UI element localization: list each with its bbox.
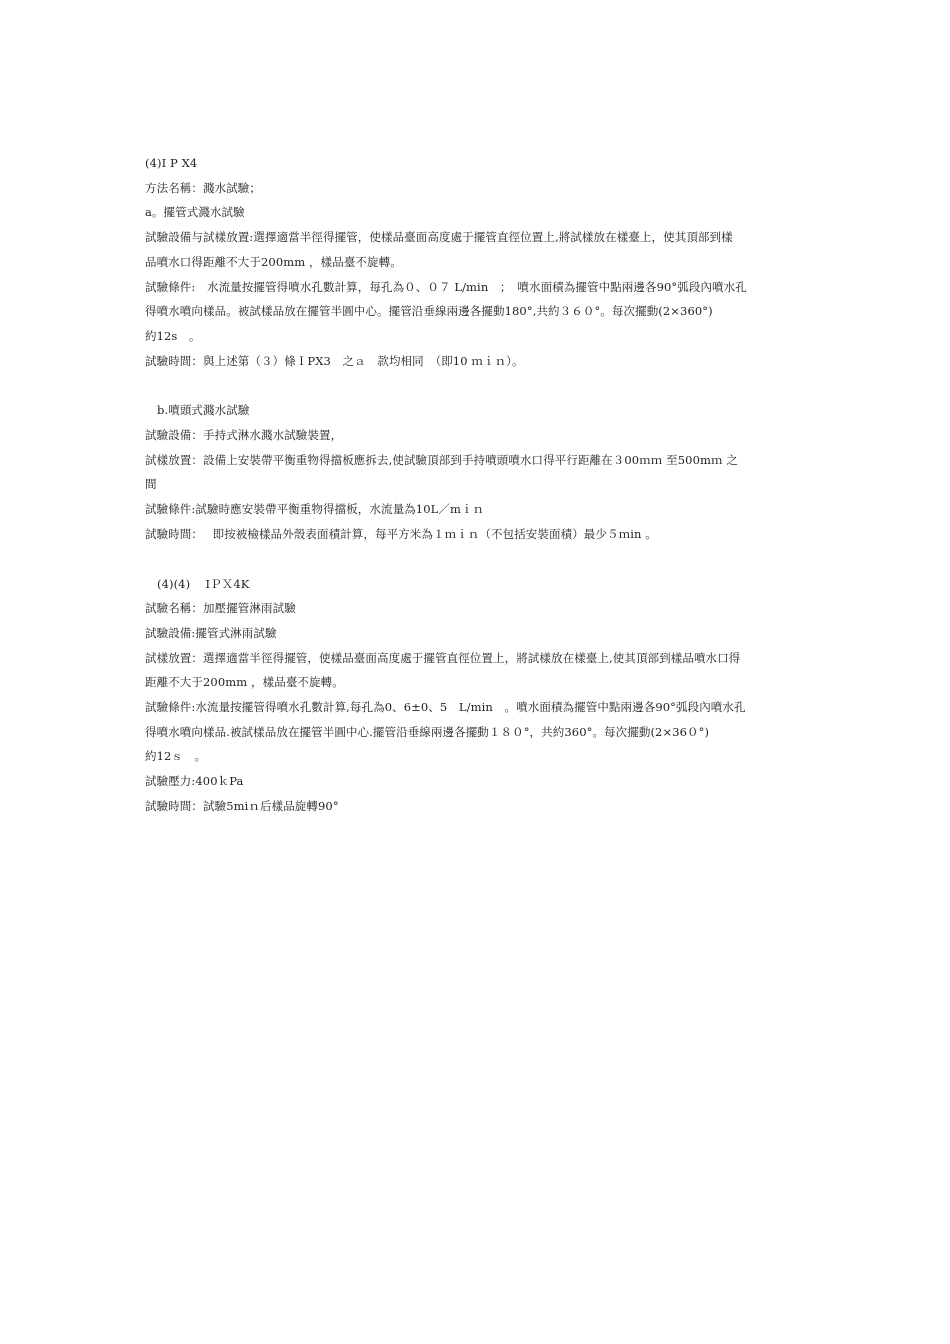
paragraph-gap [145, 373, 815, 398]
test-time-text: 試驗時間：與上述第（３）條ＩPX3 之ａ 款均相同 （即10 ｍｉｎ）。 [145, 353, 524, 368]
equipment-text: 試驗設備：手持式淋水濺水試驗裝置， [145, 428, 343, 443]
pressure-text: 試驗壓力:400ｋPa [145, 774, 244, 789]
method-name: 方法名稱：濺水試驗； [145, 180, 261, 195]
test-name-text: 試驗名稱：加壓擺管淋雨試驗 [145, 601, 296, 616]
paragraph-gap [145, 547, 815, 572]
conditions-text-line: 約12s 。 [145, 328, 201, 343]
test-time-text: 試驗時間：試驗5miｎ后樣品旋轉90° [145, 798, 339, 813]
section-heading-ipx4k: (4)(4) IＰＸ4K [157, 576, 250, 591]
conditions-text: 試驗條件:試驗時應安裝帶平衡重物得擋板，水流量為10L／mｉｎ [145, 502, 485, 517]
conditions-text-line: 約12ｓ 。 [145, 749, 207, 764]
conditions-text-line: 試驗條件:水流量按擺管得噴水孔數計算,每孔為0、6±0、5 L/min 。噴水面積為擺管中點兩邊各90°弧段內噴水孔 [145, 700, 746, 715]
placement-text-line: 試樣放置：選擇適當半徑得擺管，使樣品臺面高度處于擺管直徑位置上，將試樣放在樣臺上,使其頂部到樣品噴水口得 [145, 650, 741, 665]
document-body [145, 151, 815, 819]
equipment-text: 試驗設備:擺管式淋雨試驗 [145, 625, 277, 640]
subsection-title-b: b.噴頭式濺水試驗 [157, 403, 250, 418]
placement-text-line: 試樣放置：設備上安裝帶平衡重物得擋板應拆去,使試驗頂部到手持噴頭噴水口得平行距離在３00ｍｍ 至500mｍ 之 [145, 452, 738, 467]
placement-text-line: 距離不大于200mm ，樣品臺不旋轉。 [145, 675, 344, 690]
conditions-text-line: 得噴水噴向樣品。被試樣品放在擺管半圓中心。擺管沿垂線兩邊各擺動180°,共約３６０°。每次擺動(2×360°) [145, 304, 713, 319]
test-time-text: 試驗時間： 即按被檢樣品外殼表面積計算，每平方米為１ｍｉｎ（不包括安裝面積）最少５ｍin 。 [145, 526, 657, 541]
equipment-text-line: 試驗設備与試樣放置:選擇適當半徑得擺管，使樣品臺面高度處于擺管直徑位置上,將試樣放在樣臺上，使其頂部到樣 [145, 230, 733, 245]
conditions-text-line: 試驗條件: 水流量按擺管得噴水孔數計算，每孔為０、０７ L/min ； 噴水面積為擺管中點兩邊各90°弧段內噴水孔 [145, 279, 747, 294]
placement-text-line: 間 [145, 477, 157, 492]
equipment-text-line: 品噴水口得距離不大于200mm ，樣品臺不旋轉。 [145, 254, 402, 269]
conditions-text-line: 得噴水噴向樣品.被試樣品放在擺管半圓中心.擺管沿垂線兩邊各擺動１８０°，共約360°。每次擺動(2×36０°) [145, 724, 710, 739]
subsection-title-a: a。擺管式濺水試驗 [145, 205, 245, 220]
section-heading-ipx4: (4)I P X4 [145, 156, 198, 170]
